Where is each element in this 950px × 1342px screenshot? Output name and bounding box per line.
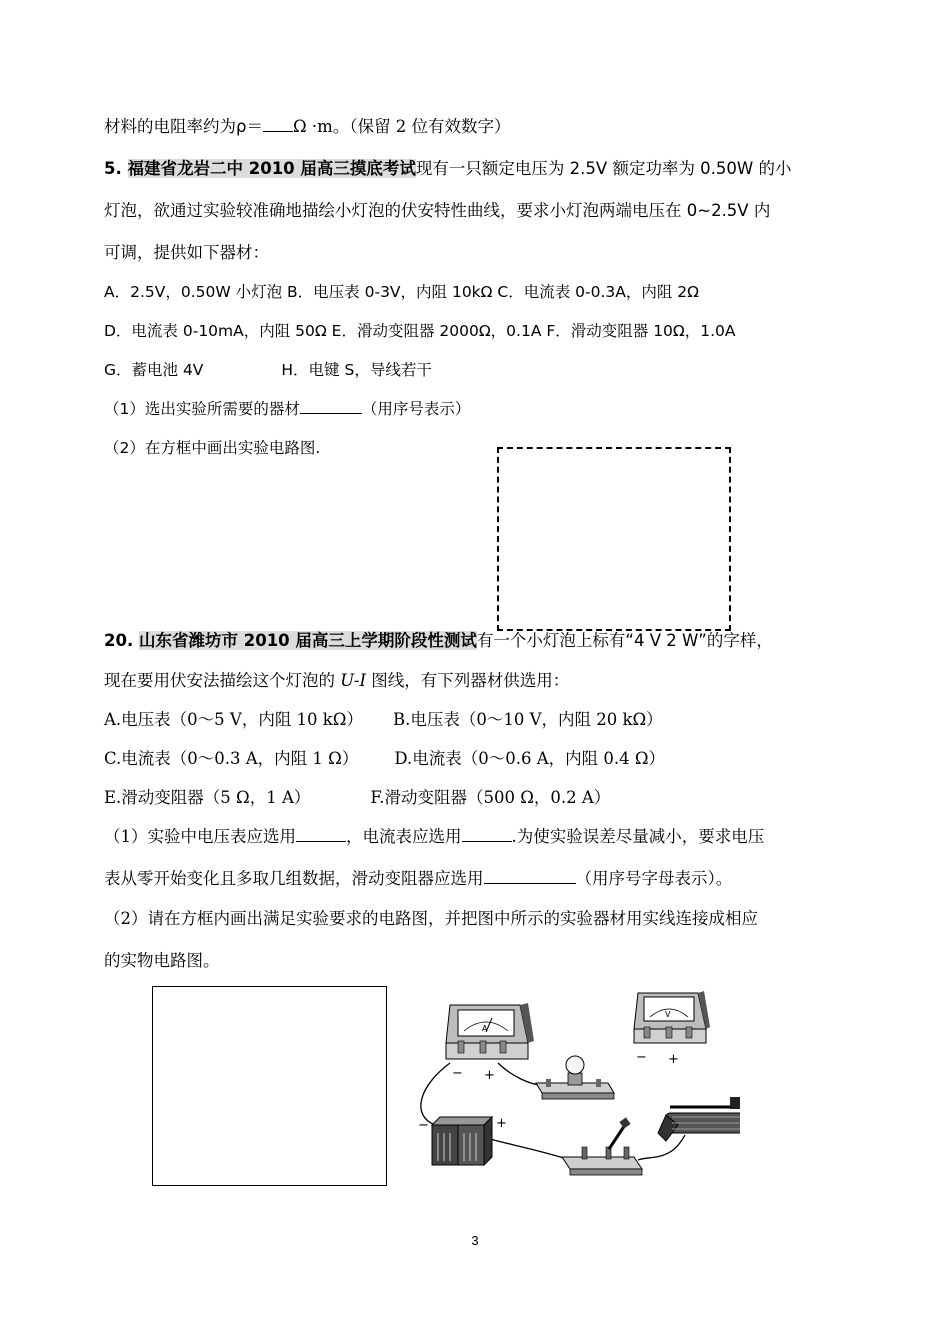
q20-line-2 bbox=[104, 670, 569, 692]
q5-line-2 bbox=[104, 200, 770, 222]
resistivity-unit: Ω ·m bbox=[292, 117, 333, 136]
q20-options-cd bbox=[104, 748, 665, 770]
q20-sub1e: （用序号字母表示）。 bbox=[575, 869, 733, 888]
q5-sub-1 bbox=[104, 398, 470, 420]
q20-sub1d: 表从零开始变化且多取几组数据，滑动变阻器应选用 bbox=[104, 869, 484, 888]
q20-opt-e: E.滑动变阻器（5 Ω，1 A） bbox=[104, 788, 311, 807]
q5-sub2-text: （2）在方框中画出实验电路图. bbox=[104, 439, 321, 457]
svg-text:−: − bbox=[452, 1066, 463, 1081]
q5-opt-g: G．蓄电池 4V bbox=[104, 361, 204, 379]
q5-options-2 bbox=[104, 320, 736, 342]
q5-intro-1: 现有一只额定电压为 2.5V 额定功率为 0.50W 的小 bbox=[415, 159, 792, 178]
voltmeter-symbol: V bbox=[665, 1010, 671, 1019]
q20-sub2a: （2）请在方框内画出满足实验要求的电路图，并把图中所示的实验器材用实线连接成相应 bbox=[104, 909, 758, 928]
q5-number: 5. bbox=[104, 159, 128, 178]
svg-text:+: + bbox=[668, 1052, 679, 1067]
q5-options-1 bbox=[104, 281, 699, 303]
q20-line-1 bbox=[104, 630, 773, 652]
wire bbox=[638, 1135, 685, 1160]
rho-symbol: ρ＝ bbox=[236, 117, 263, 136]
ammeter-symbol: A bbox=[482, 1024, 488, 1033]
ammeter-blank[interactable] bbox=[462, 827, 512, 842]
voltmeter bbox=[634, 991, 710, 1067]
q20-opt-d: D.电流表（0～0.6 A，内阻 0.4 Ω） bbox=[394, 749, 666, 768]
q20-opt-c: C.电流表（0～0.3 A，内阻 1 Ω） bbox=[104, 749, 359, 768]
q20-sub2b: 的实物电路图。 bbox=[104, 951, 220, 970]
q20-sub1b: ，电流表应选用 bbox=[346, 827, 462, 846]
q20-options-ef bbox=[104, 787, 610, 809]
lamp bbox=[536, 1056, 614, 1099]
q20-circuit-box[interactable] bbox=[152, 986, 387, 1186]
ammeter bbox=[446, 1003, 534, 1083]
q5-line-1 bbox=[104, 158, 791, 180]
q20-opt-a: A.电压表（0～5 V，内阻 10 kΩ） bbox=[104, 710, 363, 729]
q5-opt-h: H．电键 S，导线若干 bbox=[281, 361, 432, 379]
q5-opt-line-1: A．2.5V，0.50W 小灯泡 B．电压表 0-3V，内阻 10kΩ C．电流表 0-0.3A，内阻 2Ω bbox=[104, 283, 700, 301]
q20-sub-1 bbox=[104, 826, 764, 848]
q20-intro-2a: 现在要用伏安法描绘这个灯泡的 bbox=[104, 671, 341, 690]
svg-text:+: + bbox=[496, 1116, 507, 1131]
q20-ui-symbol: U-I bbox=[340, 671, 366, 690]
resistivity-line bbox=[104, 116, 511, 138]
q5-source: 福建省龙岩二中 2010 届高三摸底考试 bbox=[127, 159, 416, 178]
q5-equipment-blank[interactable] bbox=[300, 399, 362, 414]
q5-intro-3: 可调，提供如下器材： bbox=[104, 243, 269, 262]
page-number: 3 bbox=[471, 1233, 479, 1248]
q5-circuit-box[interactable] bbox=[497, 447, 731, 631]
q5-sub1-tail: （用序号表示） bbox=[361, 400, 471, 418]
q20-sub-2-cont bbox=[104, 950, 220, 972]
resistivity-prefix: 材料的电阻率约为 bbox=[104, 117, 236, 136]
svg-text:+: + bbox=[484, 1068, 495, 1083]
q20-sub1a: （1）实验中电压表应选用 bbox=[104, 827, 296, 846]
q20-sub-1-cont bbox=[104, 868, 732, 890]
rheostat bbox=[658, 1097, 740, 1141]
q20-intro-2b: 图线，有下列器材供选用： bbox=[365, 671, 570, 690]
equipment-figure bbox=[410, 985, 740, 1185]
q5-sub-2 bbox=[104, 437, 320, 459]
switch bbox=[562, 1117, 642, 1175]
rheostat-blank[interactable] bbox=[484, 869, 576, 884]
svg-text:−: − bbox=[636, 1050, 647, 1065]
voltmeter-blank[interactable] bbox=[296, 827, 346, 842]
q20-sub-2 bbox=[104, 908, 758, 930]
svg-text:−: − bbox=[418, 1118, 429, 1133]
q5-opt-line-2: D．电流表 0-10mA，内阻 50Ω E．滑动变阻器 2000Ω，0.1A F．滑动变阻器 10Ω，1.0A bbox=[104, 322, 736, 340]
q20-sub1c: .为使实验误差尽量减小，要求电压 bbox=[511, 827, 765, 846]
resistivity-suffix: 。（保留 2 位有效数字） bbox=[332, 117, 511, 136]
q20-opt-b: B.电压表（0～10 V，内阻 20 kΩ） bbox=[392, 710, 663, 729]
q20-options-ab bbox=[104, 709, 663, 731]
q20-intro-1: 有一个小灯泡上标有“4 V 2 W”的字样， bbox=[476, 631, 773, 650]
wire bbox=[421, 1063, 450, 1125]
answer-blank[interactable] bbox=[263, 117, 293, 132]
q5-options-3 bbox=[104, 359, 432, 381]
q5-sub1-text: （1）选出实验所需要的器材 bbox=[104, 400, 300, 418]
q20-opt-f: F.滑动变阻器（500 Ω，0.2 A） bbox=[370, 788, 611, 807]
q20-source: 山东省潍坊市 2010 届高三上学期阶段性测试 bbox=[138, 631, 477, 650]
q5-intro-2: 灯泡，欲通过实验较准确地描绘小灯泡的伏安特性曲线，要求小灯泡两端电压在 0~2.5V 内 bbox=[104, 201, 771, 220]
wire bbox=[498, 1063, 542, 1085]
q20-number: 20. bbox=[104, 631, 139, 650]
q5-line-3 bbox=[104, 242, 269, 264]
